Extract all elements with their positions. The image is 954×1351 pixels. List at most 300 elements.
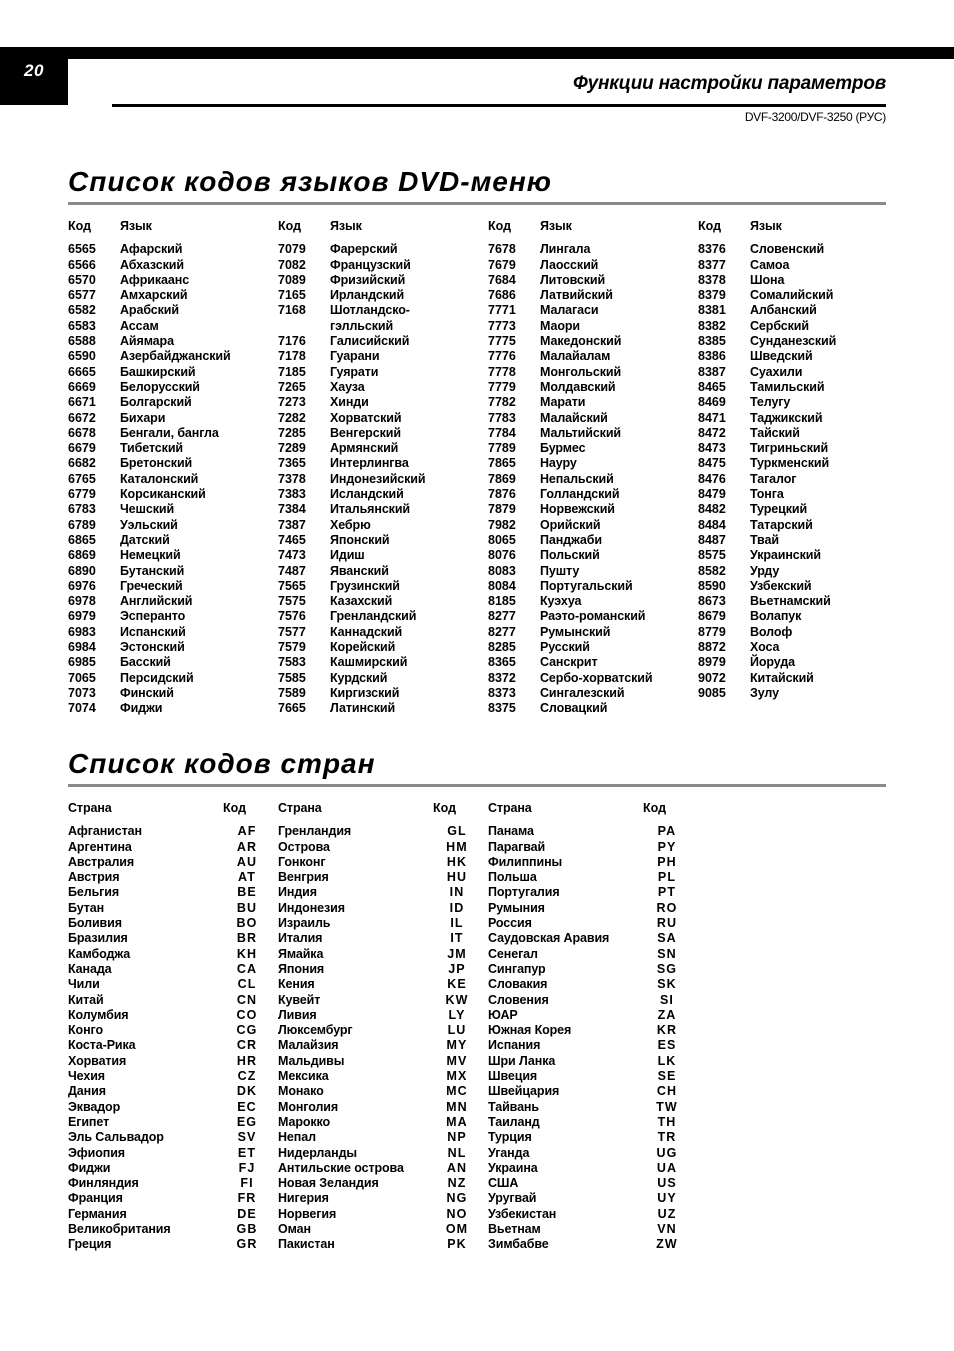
table-row: [488, 993, 698, 1008]
language-name-cell: Интерлингва: [330, 456, 409, 471]
table-row: [68, 1146, 278, 1161]
language-name-cell: Сомалийский: [750, 288, 834, 303]
language-name-cell: Самоа: [750, 257, 790, 272]
language-code-cell: 8872: [698, 640, 726, 655]
language-code-cell: 6588: [68, 334, 96, 349]
country-name-cell: Франция: [68, 1191, 123, 1206]
language-code-cell: 7178: [278, 349, 306, 364]
country-name-cell: Китай: [68, 992, 104, 1007]
country-name-cell: Венгрия: [278, 870, 329, 885]
country-code-cell: ES: [657, 1038, 677, 1053]
table-row: [698, 625, 908, 640]
table-row: [278, 411, 488, 426]
language-name-cell: Монгольский: [540, 364, 622, 379]
language-code-cell: 7575: [278, 594, 306, 609]
language-name-cell: Эстонский: [120, 640, 185, 655]
table-row: [488, 609, 698, 624]
country-code-cell: PT: [657, 885, 677, 900]
table-row: [698, 579, 908, 594]
language-name-cell: Киргизский: [330, 685, 400, 700]
table-row: [698, 640, 908, 655]
country-name-cell: Новая Зеландия: [278, 1176, 379, 1191]
language-code-cell: 7779: [488, 379, 516, 394]
column-header-code: Код: [223, 801, 247, 815]
language-code-cell: 8378: [698, 272, 726, 287]
language-code-cell: 8575: [698, 548, 726, 563]
table-row: [68, 1176, 278, 1191]
table-row: [278, 1054, 488, 1069]
country-code-cell: SI: [659, 992, 674, 1007]
language-name-cell: Гуарани: [330, 349, 380, 364]
table-row: [698, 456, 908, 471]
language-name-cell: Тонга: [750, 487, 784, 502]
country-name-cell: Филиппины: [488, 854, 563, 869]
language-code-cell: 7679: [488, 257, 516, 272]
table-row: [488, 548, 698, 563]
country-code-cell: ZW: [656, 1237, 678, 1252]
country-name-cell: Фиджи: [68, 1160, 111, 1175]
country-code-cell: UY: [657, 1191, 677, 1206]
language-code-cell: 8375: [488, 701, 516, 716]
language-name-cell: Исландский: [330, 487, 404, 502]
language-name-cell: гэлльский: [330, 318, 394, 333]
table-row: [68, 1237, 278, 1252]
language-name-cell: Кашмирский: [330, 655, 408, 670]
table-row: [68, 901, 278, 916]
language-name-cell: Хорватский: [330, 410, 402, 425]
language-name-cell: Болгарский: [120, 395, 192, 410]
table-row: [488, 258, 698, 273]
country-code-cell: AF: [237, 824, 257, 839]
language-code-cell: 8469: [698, 395, 726, 410]
country-code-cell: JM: [447, 946, 467, 961]
country-code-cell: NO: [446, 1206, 468, 1221]
table-row: [488, 840, 698, 855]
country-code-cell: LY: [448, 1007, 466, 1022]
language-code-cell: 8185: [488, 594, 516, 609]
language-code-cell: 8386: [698, 349, 726, 364]
language-column-1: [68, 219, 278, 717]
table-row: [488, 824, 698, 839]
language-code-cell: [278, 319, 330, 334]
table-row: [488, 472, 698, 487]
table-row: [278, 1191, 488, 1206]
language-name-cell: Датский: [120, 532, 170, 547]
country-name-cell: Мальдивы: [278, 1053, 345, 1068]
language-code-cell: 6682: [68, 456, 96, 471]
table-row: [698, 594, 908, 609]
table-row: [278, 1146, 488, 1161]
country-code-cell: MN: [446, 1099, 468, 1114]
language-name-cell: Китайский: [750, 670, 814, 685]
country-code-cell: CH: [656, 1084, 678, 1099]
country-code-cell: KR: [656, 1023, 678, 1038]
language-rows-3: [488, 242, 698, 716]
language-code-cell: 6978: [68, 594, 96, 609]
country-name-cell: Конго: [68, 1023, 103, 1038]
table-row: [278, 334, 488, 349]
language-code-cell: 7387: [278, 517, 306, 532]
country-code-cell: DK: [236, 1084, 258, 1099]
language-name-cell: Идиш: [330, 548, 365, 563]
language-name-cell: Арабский: [120, 303, 179, 318]
country-code-cell: FJ: [238, 1160, 256, 1175]
column-header-language: Язык: [330, 219, 362, 233]
table-row: [68, 426, 278, 441]
table-row: [488, 931, 698, 946]
country-name-cell: Таиланд: [488, 1114, 540, 1129]
language-code-cell: 7074: [68, 701, 96, 716]
language-name-cell: Румынский: [540, 624, 611, 639]
country-name-cell: Гонконг: [278, 854, 326, 869]
table-row: [488, 1038, 698, 1053]
language-code-cell: 6976: [68, 578, 96, 593]
language-code-cell: 7185: [278, 364, 306, 379]
country-name-cell: Австралия: [68, 854, 135, 869]
language-code-cell: 6890: [68, 563, 96, 578]
language-name-cell: Албанский: [750, 303, 817, 318]
country-name-cell: Италия: [278, 931, 323, 946]
language-name-cell: Хебрю: [330, 517, 371, 532]
table-row: [278, 1008, 488, 1023]
language-name-cell: Лингала: [540, 242, 591, 257]
language-rows-1: [68, 242, 278, 716]
country-name-cell: США: [488, 1176, 519, 1191]
table-row: [488, 395, 698, 410]
country-name-cell: Коста-Рика: [68, 1038, 136, 1053]
language-code-cell: 6577: [68, 288, 96, 303]
table-row: [698, 273, 908, 288]
table-row: [278, 1084, 488, 1099]
table-row: [68, 609, 278, 624]
table-row: [68, 303, 278, 318]
table-row: [278, 258, 488, 273]
language-code-cell: 6869: [68, 548, 96, 563]
country-name-cell: Аргентина: [68, 839, 132, 854]
language-name-cell: Твай: [750, 532, 779, 547]
table-row: [488, 625, 698, 640]
language-code-cell: 6979: [68, 609, 96, 624]
language-name-cell: Французский: [330, 257, 411, 272]
language-name-cell: Амхарский: [120, 288, 188, 303]
language-name-cell: Волапук: [750, 609, 802, 624]
table-row: [488, 947, 698, 962]
country-code-cell: NL: [447, 1145, 467, 1160]
table-row: [68, 548, 278, 563]
table-header-row: [488, 219, 698, 234]
language-name-cell: Польский: [540, 548, 600, 563]
table-row: [698, 242, 908, 257]
table-row: [698, 686, 908, 701]
table-row: [278, 502, 488, 517]
table-row: [698, 395, 908, 410]
language-code-cell: 8285: [488, 640, 516, 655]
language-code-cell: 7784: [488, 425, 516, 440]
country-code-cell: OM: [445, 1222, 469, 1237]
table-row: [488, 441, 698, 456]
country-code-cell: GB: [236, 1222, 258, 1237]
table-row: [488, 242, 698, 257]
language-name-cell: Узбекский: [750, 578, 812, 593]
language-name-cell: Украинский: [750, 548, 821, 563]
language-name-cell: Лаосский: [540, 257, 599, 272]
table-row: [68, 472, 278, 487]
language-code-cell: 7289: [278, 441, 306, 456]
country-code-cell: MV: [446, 1053, 468, 1068]
table-row: [278, 242, 488, 257]
country-code-cell: PL: [657, 870, 677, 885]
language-name-cell: Уэльский: [120, 517, 178, 532]
language-code-cell: 7487: [278, 563, 306, 578]
country-section-title: Список кодов стран: [68, 748, 376, 779]
country-code-cell: GL: [447, 824, 467, 839]
language-name-cell: Малайский: [540, 410, 608, 425]
language-code-cell: 6583: [68, 318, 96, 333]
language-code-cell: 6679: [68, 441, 96, 456]
language-code-cell: 6565: [68, 242, 96, 257]
table-row: [68, 993, 278, 1008]
language-code-cell: 7273: [278, 395, 306, 410]
table-row: [698, 502, 908, 517]
country-code-cell: AN: [446, 1160, 468, 1175]
table-row: [278, 855, 488, 870]
language-name-cell: Сербо-хорватский: [540, 670, 653, 685]
table-row: [278, 273, 488, 288]
country-code-cell: KW: [445, 992, 469, 1007]
language-name-cell: Абхазский: [120, 257, 184, 272]
language-code-cell: 8979: [698, 655, 726, 670]
table-row: [488, 977, 698, 992]
language-code-cell: 7775: [488, 334, 516, 349]
language-name-cell: Турецкий: [750, 502, 808, 517]
table-row: [278, 303, 488, 318]
country-code-cell: CR: [236, 1038, 258, 1053]
country-code-cell: MC: [446, 1084, 468, 1099]
language-name-cell: Тибетский: [120, 441, 183, 456]
language-code-cell: 7576: [278, 609, 306, 624]
language-code-cell: 8385: [698, 334, 726, 349]
country-name-cell: Германия: [68, 1206, 127, 1221]
country-code-cell: EC: [237, 1099, 257, 1114]
table-row: [68, 977, 278, 992]
table-row: [488, 655, 698, 670]
table-row: [278, 609, 488, 624]
language-name-cell: Словацкий: [540, 701, 608, 716]
table-row: [68, 1130, 278, 1145]
table-row: [698, 303, 908, 318]
table-row: [698, 334, 908, 349]
country-name-cell: Бутан: [68, 900, 105, 915]
country-code-cell: EG: [236, 1114, 258, 1129]
column-header-code: Код: [278, 219, 302, 233]
language-code-cell: 8065: [488, 532, 516, 547]
country-code-cell: SA: [657, 931, 677, 946]
country-name-cell: Мексика: [278, 1069, 329, 1084]
page-header: [0, 47, 954, 105]
language-name-cell: Персидский: [120, 670, 194, 685]
language-code-cell: 7865: [488, 456, 516, 471]
table-row: [68, 947, 278, 962]
language-name-cell: Каталонский: [120, 471, 199, 486]
language-code-cell: 8277: [488, 624, 516, 639]
table-row: [68, 686, 278, 701]
table-row: [68, 870, 278, 885]
language-code-cell: 8373: [488, 685, 516, 700]
column-header-language: Язык: [750, 219, 782, 233]
language-column-4: [698, 219, 908, 717]
country-code-cell: BE: [237, 885, 257, 900]
country-name-cell: Непал: [278, 1130, 316, 1145]
language-name-cell: Хауза: [330, 379, 365, 394]
table-row: [488, 885, 698, 900]
table-row: [68, 564, 278, 579]
language-name-cell: Таджикский: [750, 410, 823, 425]
table-row: [488, 502, 698, 517]
country-name-cell: Кения: [278, 977, 315, 992]
language-name-cell: Словенский: [750, 242, 825, 257]
table-header-row: [68, 801, 278, 816]
header-rule: [112, 104, 886, 107]
table-row: [68, 365, 278, 380]
language-name-cell: Финский: [120, 685, 174, 700]
language-code-cell: 8365: [488, 655, 516, 670]
table-row: [68, 349, 278, 364]
table-row: [278, 1207, 488, 1222]
language-code-cell: 7082: [278, 257, 306, 272]
table-row: [278, 840, 488, 855]
country-code-cell: LK: [657, 1053, 677, 1068]
language-code-cell: 7285: [278, 425, 306, 440]
country-code-cell: SV: [237, 1130, 257, 1145]
language-code-cell: 6765: [68, 471, 96, 486]
table-row: [68, 1008, 278, 1023]
table-row: [698, 411, 908, 426]
language-code-cell: 7365: [278, 456, 306, 471]
table-row: [68, 1191, 278, 1206]
language-name-cell: Фризийский: [330, 272, 406, 287]
language-code-cell: 6671: [68, 395, 96, 410]
language-code-cell: 7583: [278, 655, 306, 670]
country-code-cell: NP: [447, 1130, 467, 1145]
table-row: [698, 655, 908, 670]
country-rows-1: [68, 824, 278, 1252]
country-name-cell: Уганда: [488, 1145, 530, 1160]
country-name-cell: Польша: [488, 870, 537, 885]
language-code-table: [68, 219, 886, 717]
language-code-cell: 7879: [488, 502, 516, 517]
table-row: [278, 655, 488, 670]
language-code-cell: 8590: [698, 578, 726, 593]
table-row: [488, 1176, 698, 1191]
country-name-cell: Словакия: [488, 977, 548, 992]
country-code-cell: BO: [236, 916, 258, 931]
language-code-cell: 8465: [698, 379, 726, 394]
country-code-cell: VN: [657, 1222, 677, 1237]
country-name-cell: Камбоджа: [68, 946, 131, 961]
table-row: [698, 487, 908, 502]
country-code-cell: AT: [238, 870, 256, 885]
language-code-cell: 6590: [68, 349, 96, 364]
table-row: [68, 840, 278, 855]
column-header-language: Язык: [540, 219, 572, 233]
table-row: [278, 472, 488, 487]
language-name-cell: Волоф: [750, 624, 793, 639]
language-code-cell: 6985: [68, 655, 96, 670]
table-row: [278, 640, 488, 655]
language-name-cell: Басский: [120, 655, 171, 670]
table-row: [278, 487, 488, 502]
table-row: [278, 349, 488, 364]
country-code-cell: DE: [237, 1206, 257, 1221]
table-row: [488, 962, 698, 977]
country-code-cell: LU: [447, 1023, 467, 1038]
language-name-cell: Пушту: [540, 563, 580, 578]
language-name-cell: Телугу: [750, 395, 791, 410]
table-row: [68, 962, 278, 977]
column-header-code: Код: [643, 801, 667, 815]
country-name-cell: Южная Корея: [488, 1023, 572, 1038]
language-code-cell: 9072: [698, 670, 726, 685]
table-row: [488, 303, 698, 318]
language-code-cell: 6984: [68, 640, 96, 655]
column-header-language: Язык: [120, 219, 152, 233]
language-code-cell: 9085: [698, 685, 726, 700]
language-code-cell: 8487: [698, 532, 726, 547]
country-name-cell: Зимбабве: [488, 1237, 549, 1252]
language-code-cell: 6865: [68, 532, 96, 547]
language-code-cell: 7783: [488, 410, 516, 425]
table-header-row: [68, 219, 278, 234]
table-row: [698, 365, 908, 380]
language-code-cell: 6783: [68, 502, 96, 517]
country-name-cell: Пакистан: [278, 1237, 335, 1252]
language-name-cell: Немецкий: [120, 548, 181, 563]
country-name-cell: Швеция: [488, 1069, 538, 1084]
language-name-cell: Итальянский: [330, 502, 411, 517]
country-code-cell: MY: [446, 1038, 468, 1053]
table-row: [68, 1161, 278, 1176]
table-row: [68, 625, 278, 640]
language-code-cell: 8084: [488, 578, 516, 593]
country-rows-2: [278, 824, 488, 1252]
country-name-cell: Люксембург: [278, 1023, 353, 1038]
country-code-cell: KE: [447, 977, 467, 992]
language-name-cell: Сербский: [750, 318, 809, 333]
language-name-cell: Эсперанто: [120, 609, 186, 624]
country-name-cell: Бельгия: [68, 885, 120, 900]
language-code-cell: 7065: [68, 670, 96, 685]
language-name-cell: Вьетнамский: [750, 594, 831, 609]
table-row: [488, 855, 698, 870]
country-name-cell: Марокко: [278, 1114, 331, 1129]
table-row: [488, 487, 698, 502]
table-row: [278, 441, 488, 456]
country-column-3: [488, 801, 698, 1253]
country-code-cell: KH: [236, 946, 258, 961]
table-row: [68, 701, 278, 716]
language-section-title: Список кодов языков DVD-меню: [68, 166, 552, 197]
language-name-cell: Шона: [750, 272, 785, 287]
table-row: [68, 855, 278, 870]
language-code-cell: 7176: [278, 334, 306, 349]
country-code-cell: CZ: [237, 1069, 257, 1084]
table-row: [278, 594, 488, 609]
table-row: [488, 1084, 698, 1099]
table-row: [68, 518, 278, 533]
language-code-cell: 7384: [278, 502, 306, 517]
language-name-cell: Норвежский: [540, 502, 615, 517]
table-row: [68, 288, 278, 303]
